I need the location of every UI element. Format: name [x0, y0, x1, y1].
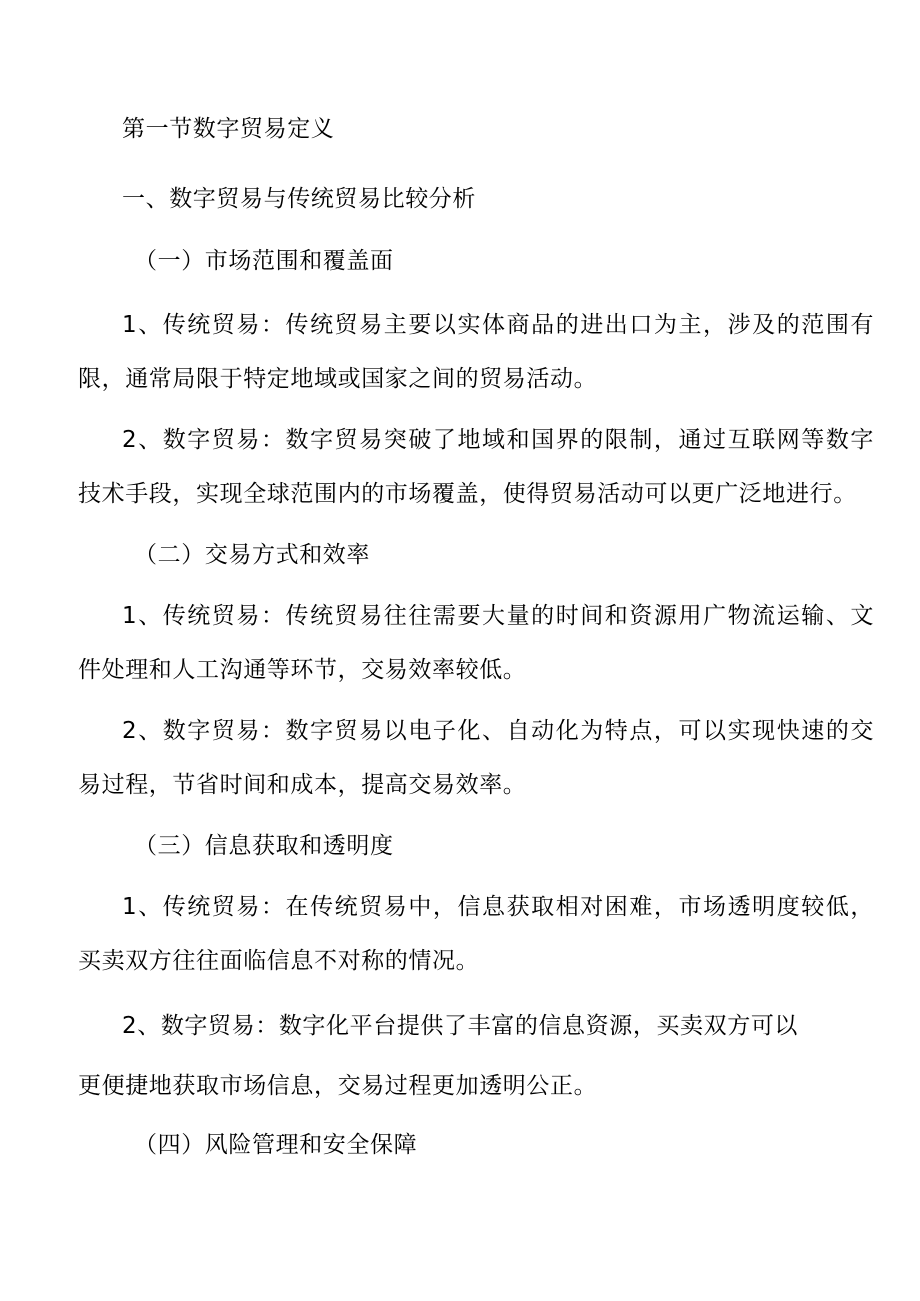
subheading-risk-security: （四）风险管理和安全保障: [134, 1132, 418, 1158]
paragraph-line: 易过程，节省时间和成本，提高交易效率。: [78, 772, 527, 798]
paragraph-line: 技术手段，实现全球范围内的市场覆盖，使得贸易活动可以更广泛地进行。: [78, 481, 857, 507]
subheading-trade-efficiency: （二）交易方式和效率: [134, 542, 370, 568]
paragraph-line: 买卖双方往往面临信息不对称的情况。: [78, 948, 480, 974]
subheading-information-transparency: （三）信息获取和透明度: [134, 833, 394, 859]
paragraph-line: 2、数字贸易：数字贸易突破了地域和国界的限制，通过互联网等数字: [122, 427, 874, 453]
paragraph-line: 1、传统贸易：在传统贸易中，信息获取相对困难，市场透明度较低，: [122, 894, 874, 920]
paragraph-line: 1、传统贸易：传统贸易往往需要大量的时间和资源用广物流运输、文: [122, 603, 874, 629]
paragraph-line: 更便捷地获取市场信息，交易过程更加透明公正。: [78, 1073, 598, 1099]
paragraph-line: 限，通常局限于特定地域或国家之间的贸易活动。: [78, 366, 598, 392]
subheading-market-scope: （一）市场范围和覆盖面: [134, 248, 394, 274]
section-title: 第一节数字贸易定义: [122, 116, 335, 142]
paragraph-line: 2、数字贸易：数字贸易以电子化、自动化为特点，可以实现快速的交: [122, 718, 874, 744]
paragraph-line: 件处理和人工沟通等环节，交易效率较低。: [78, 657, 527, 683]
paragraph-line: 2、数字贸易：数字化平台提供了丰富的信息资源，买卖双方可以: [122, 1013, 799, 1039]
heading-comparison: 一、数字贸易与传统贸易比较分析: [122, 186, 476, 212]
paragraph-line: 1、传统贸易：传统贸易主要以实体商品的进出口为主，涉及的范围有: [122, 312, 874, 338]
